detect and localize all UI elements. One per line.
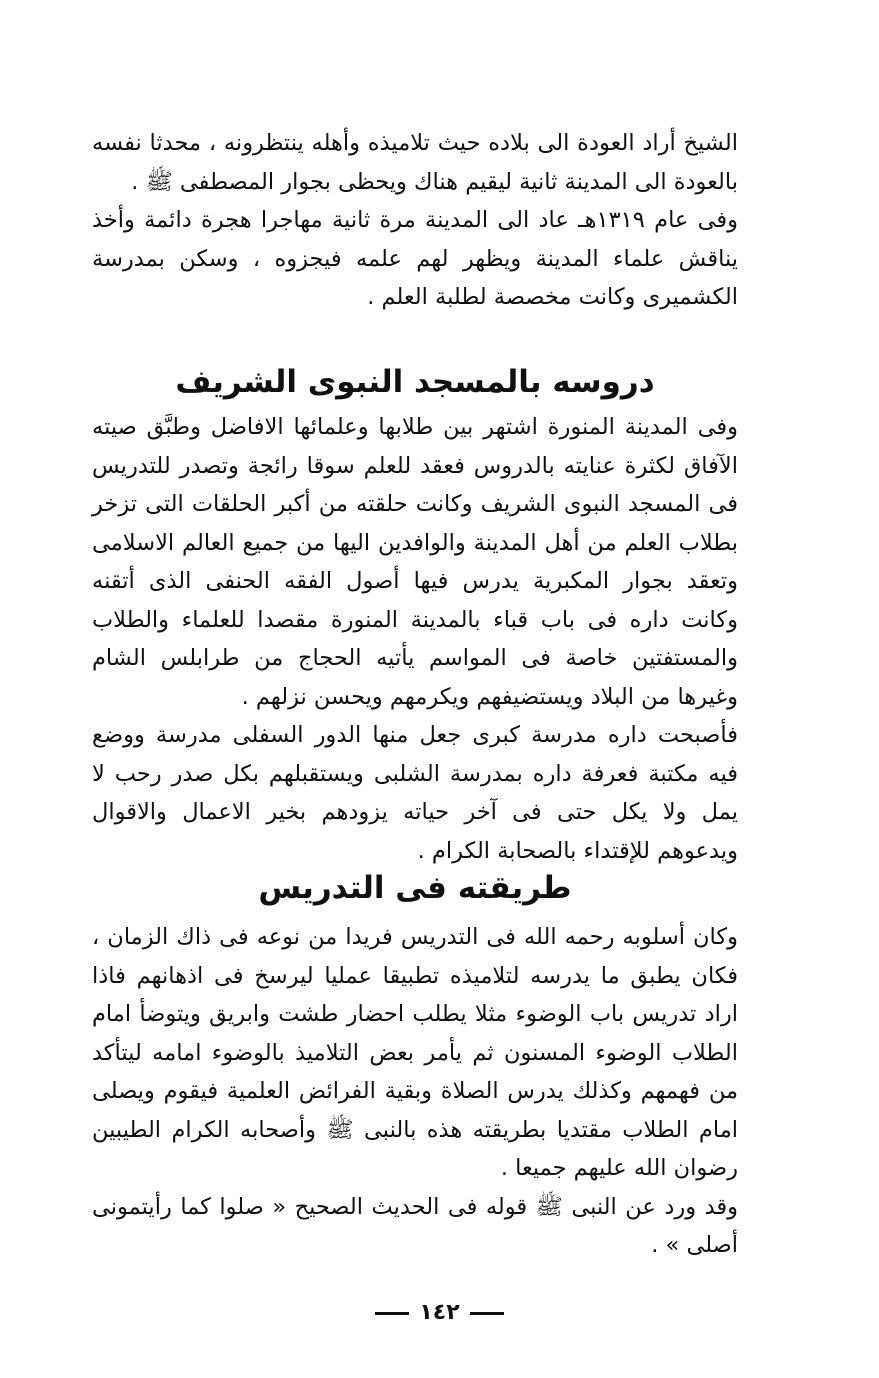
- paragraph: الشيخ أراد العودة الى بلاده حيث تلاميذه وأهله ينتظرونه ، محدثا نفسه بالعودة الى المدينة ثانية ليقيم هناك ويحظى بجوار المصطفى ﷺ .: [92, 130, 738, 195]
- section-heading-teaching-method: طريقته فى التدريس: [258, 870, 572, 906]
- paragraph: فأصبحت داره مدرسة كبرى جعل منها الدور السفلى مدرسة ووضع فيه مكتبة فعرفة داره بمدرسة الشلبى ويستقبلهم بكل صدر رحب لا يمل ولا يكل حتى فى آخر حياته يزودهم بخير الاعمال والاقوال ويدعوهم للإقتداء بالصحابة الكرام .: [92, 722, 738, 864]
- footer-dash-right: [470, 1312, 504, 1315]
- page-number: ١٤٢: [419, 1300, 460, 1325]
- page-footer: [0, 1298, 879, 1328]
- paragraph: وقد ورد عن النبى ﷺ قوله فى الحديث الصحيح « صلوا كما رأيتمونى أصلى » .: [92, 1193, 738, 1258]
- section-1-text: [92, 124, 738, 317]
- paragraph: وفى المدينة المنورة اشتهر بين طلابها وعلمائها الافاضل وطبَّق صيته الآفاق لكثرة عنايته بالدروس فعقد للعلم سوقا رائجة وتصدر للتدريس فى المسجد النبوى الشريف وكانت حلقته من أكبر الحلقات التى تزخر بطلاب العلم من أهل المدينة والوافدين اليها من جميع العالم الاسلامى وتعقد بجوار المكبرية يدرس فيها أصول الفقه الحنفى الذى أتقنه وكانت داره فى باب قباء بالمدينة المنورة مقصدا للعلماء والطلاب والمستفتين خاصة فى المواسم يأتيه الحجاج من طرابلس الشام وغيرها من البلاد ويستضيفهم ويكرمهم ويحسن نزلهم .: [92, 414, 738, 710]
- footer-dash-left: [375, 1312, 409, 1315]
- section-3-text: [92, 918, 738, 1265]
- paragraph: وكان أسلوبه رحمه الله فى التدريس فريدا من نوعه فى ذاك الزمان ، فكان يطبق ما يدرسه لتلاميذه تطبيقا عمليا ليرسخ فى اذهانهم فاذا اراد تدريس باب الوضوء مثلا يطلب احضار طشت وابريق ويتوضأ امام الطلاب الوضوء المسنون ثم يأمر بعض التلاميذ بالوضوء امامه ليتأكد من فهمهم وكذلك يدرس الصلاة وبقية الفرائض العلمية فيقوم ويصلى امام الطلاب مقتديا بطريقته هذه بالنبى ﷺ وأصحابه الكرام الطيبين رضوان الله عليهم جميعا .: [92, 924, 738, 1181]
- section-heading-lessons: دروسه بالمسجد النبوى الشريف: [175, 364, 655, 400]
- paragraph: وفى عام ١٣١٩هـ عاد الى المدينة مرة ثانية مهاجرا هجرة دائمة وأخذ يناقش علماء المدينة ويظهر لهم علمه فيجزوه ، وسكن بمدرسة الكشميرى وكانت مخصصة لطلبة العلم .: [92, 207, 738, 310]
- section-2-text: [92, 408, 738, 870]
